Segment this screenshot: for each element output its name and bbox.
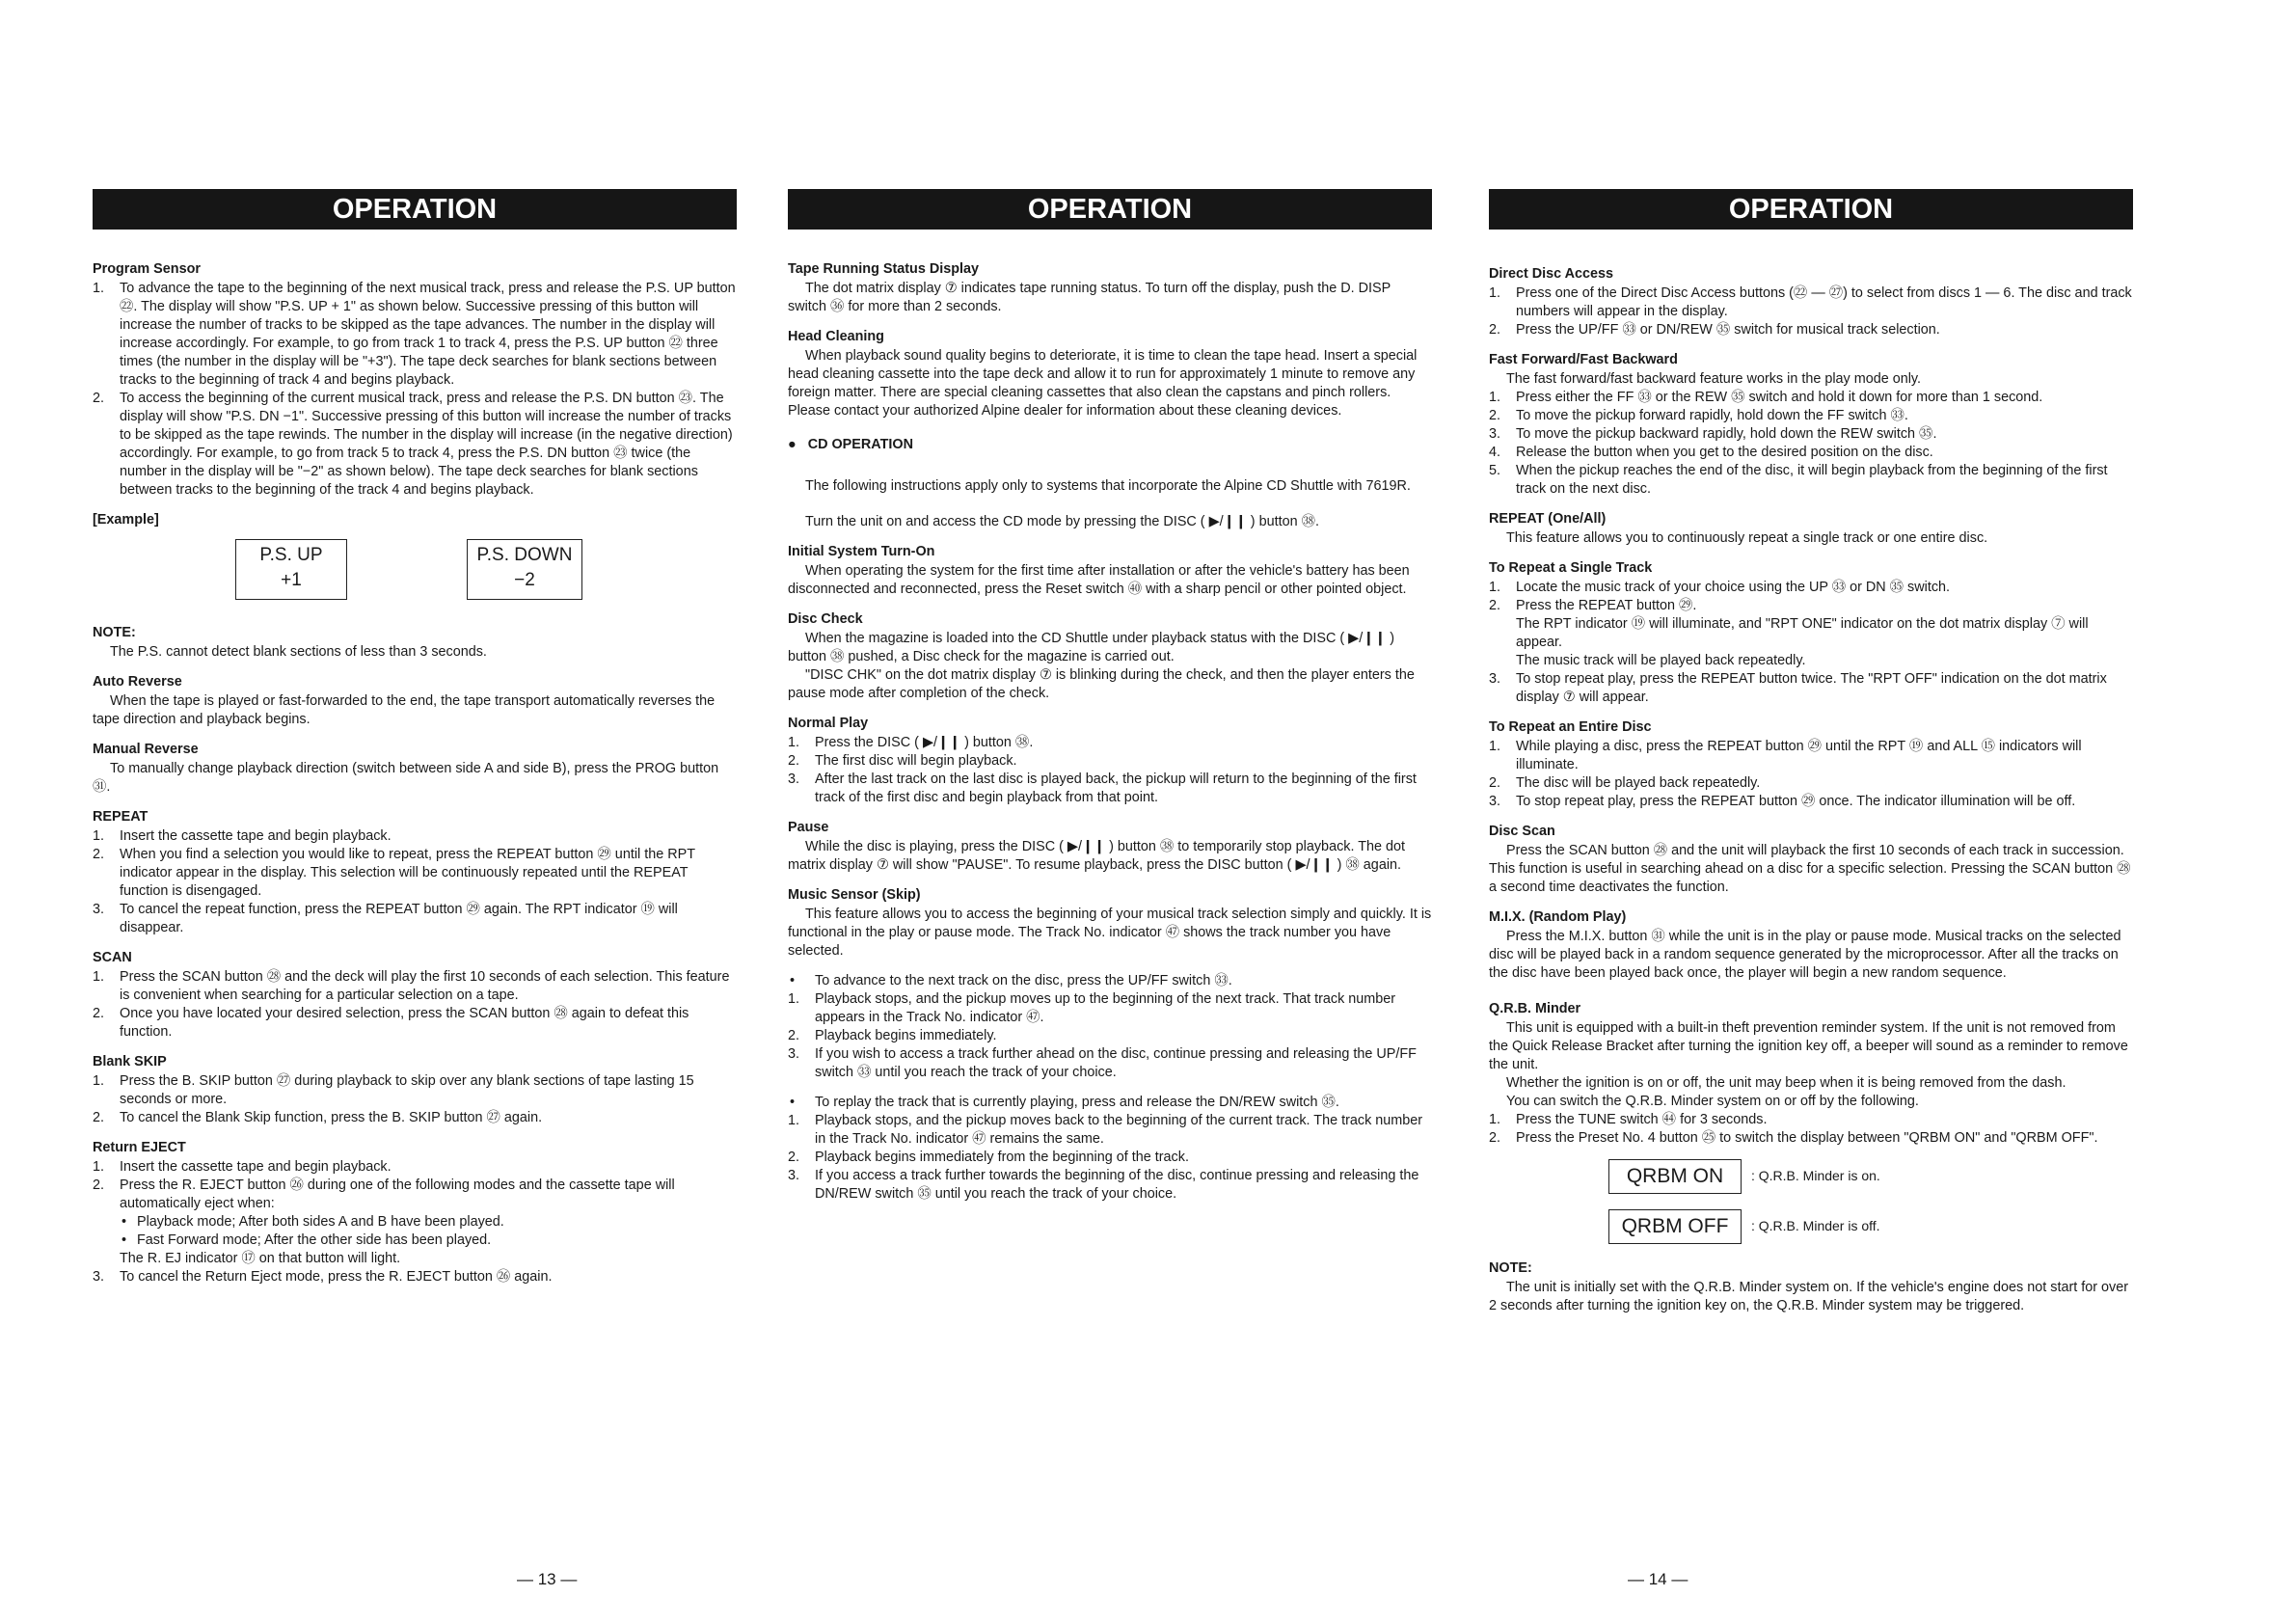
pause-section xyxy=(788,819,1432,875)
head-cleaning-text: When playback sound quality begins to deteriorate, it is time to clean the tape head. Insert a special head cleaning cassette into the tape deck and allow it to run for approximately 1 minute to remove any foreign matter. There are special cleaning cassettes that also clean the capstans and pinch rollers. Please contact your authorized Alpine dealer for information about these cleaning devices. xyxy=(788,348,1418,419)
mix-text: Press the M.I.X. button ㉛ while the unit is in the play or pause mode. Musical tracks on the selected disc will be played back in a random sequence generated by the microprocessor. After all the tracks on the disc have been played back once, the player will begin a new random sequence. xyxy=(1489,929,2121,981)
note-section xyxy=(1489,1259,2133,1315)
return-eject-section xyxy=(93,1139,737,1286)
repeat-single-indicator-note: The RPT indicator ⑲ will illuminate, and "RPT ONE" indicator on the dot matrix display ⑦ will appear. xyxy=(1516,616,2089,650)
list-item: 1. Playback stops, and the pickup moves back to the beginning of the current track. The track number in the Track No. indicator ㊼ remains the same. xyxy=(788,1113,1423,1147)
list-item: 4. Release the button when you get to the desired position on the disc. xyxy=(1489,445,1933,460)
page-number: — 14 — xyxy=(1628,1570,1688,1588)
bullet-item: • To replay the track that is currently playing, press and release the DN/REW switch ㉟. xyxy=(790,1095,1339,1110)
list-item: 2. To cancel the Blank Skip function, press the B. SKIP button ㉗ again. xyxy=(93,1110,543,1125)
list-item: 3. If you wish to access a track further ahead on the disc, continue pressing and releasing the UP/FF switch ㉝ until you reach the track of your choice. xyxy=(788,1046,1417,1080)
scan-section xyxy=(93,949,737,1042)
list-item: 3. To stop repeat play, press the REPEAT button twice. The "RPT OFF" indication on the dot matrix display ⑦ will appear. xyxy=(1489,671,2107,705)
blank-skip-section xyxy=(93,1053,737,1127)
note-title: NOTE: xyxy=(1489,1260,1532,1276)
list-item: 1. Insert the cassette tape and begin playback. xyxy=(93,1159,392,1175)
manual-reverse-section xyxy=(93,741,737,797)
list-item: 2. Playback begins immediately. xyxy=(788,1028,997,1043)
qrb-text-2: Whether the ignition is on or off, the unit may beep when it is being removed from the dash. xyxy=(1506,1075,2066,1091)
list-item: 1. Press either the FF ㉝ or the REW ㉟ switch and hold it down for more than 1 second. xyxy=(1489,390,2043,405)
list-item: 1. Press the B. SKIP button ㉗ during playback to skip over any blank sections of tape lasting 15 seconds or more. xyxy=(93,1073,694,1107)
repeat-single-playback-note: The music track will be played back repeatedly. xyxy=(1516,653,1806,668)
ff-fb-section xyxy=(1489,351,2133,499)
auto-reverse-section xyxy=(93,673,737,729)
blank-skip-title: Blank SKIP xyxy=(93,1054,167,1069)
return-eject-indicator-note: The R. EJ indicator ⑰ on that button will light. xyxy=(120,1251,401,1266)
list-item: 3. If you access a track further towards the beginning of the disc, continue pressing and releasing the DN/REW switch ㉟ until you reach the track of your choice. xyxy=(788,1168,1419,1202)
music-sensor-text: This feature allows you to access the beginning of your musical track selection simply and quickly. It is functional in the play or pause mode. The Track No. indicator ㊼ shows the track number you have selected. xyxy=(788,907,1432,959)
list-item: 3. After the last track on the last disc is played back, the pickup will return to the beginning of the first track of the first disc and begin playback from that point. xyxy=(788,771,1417,805)
note-text: The unit is initially set with the Q.R.B. Minder system on. If the vehicle's engine does not start for over 2 seconds after turning the ignition key on, the Q.R.B. Minder system may be triggered. xyxy=(1489,1280,2129,1313)
list-item: 2. The first disc will begin playback. xyxy=(788,753,1017,769)
direct-disc-title: Direct Disc Access xyxy=(1489,266,1614,282)
tape-status-section xyxy=(788,260,1432,316)
disc-check-title: Disc Check xyxy=(788,611,863,627)
cd-operation-heading: ● CD OPERATION xyxy=(788,437,913,452)
disc-scan-section xyxy=(1489,823,2133,897)
operation-header-bar xyxy=(93,189,737,230)
head-cleaning-title: Head Cleaning xyxy=(788,329,884,344)
repeat-one-all-section xyxy=(1489,510,2133,548)
list-item: 1. Press the TUNE switch ㊹ for 3 seconds. xyxy=(1489,1112,1768,1127)
cd-operation-text: The following instructions apply only to systems that incorporate the Alpine CD Shuttle with 7619R. xyxy=(805,478,1411,494)
list-item: 2. To move the pickup forward rapidly, hold down the FF switch ㉝. xyxy=(1489,408,1908,423)
qrb-text-1: This unit is equipped with a built-in theft prevention reminder system. If the unit is not removed from the Quick Release Bracket after turning the ignition key off, a beeper will sound as a reminder to remove the unit. xyxy=(1489,1020,2128,1072)
note-section xyxy=(93,624,737,662)
scan-title: SCAN xyxy=(93,950,132,965)
repeat-one-all-text: This feature allows you to continuously repeat a single track or one entire disc. xyxy=(1506,530,1988,546)
mix-section xyxy=(1489,908,2133,983)
qrbm-on-desc: : Q.R.B. Minder is on. xyxy=(1751,1168,1880,1183)
bullet-item: • Fast Forward mode; After the other side has been played. xyxy=(122,1232,492,1248)
operation-header-title: OPERATION xyxy=(1027,194,1193,225)
page-14-right-content xyxy=(1489,265,2133,1327)
page-13-content xyxy=(93,260,737,1298)
list-item: 3. To cancel the Return Eject mode, press the R. EJECT button ㉖ again. xyxy=(93,1269,553,1285)
ps-down-display-box: P.S. DOWN −2 xyxy=(467,539,582,600)
cd-operation-intro xyxy=(788,477,1432,496)
list-item: 1. While playing a disc, press the REPEAT button ㉙ until the RPT ⑲ and ALL ⑮ indicators will illuminate. xyxy=(1489,739,2082,772)
list-item: 2. Press the UP/FF ㉝ or DN/REW ㉟ switch for musical track selection. xyxy=(1489,322,1940,338)
list-item: 1. Insert the cassette tape and begin playback. xyxy=(93,828,392,844)
repeat-section xyxy=(93,808,737,937)
list-item: 1. Press the DISC ( ▶/❙❙ ) button ㊳. xyxy=(788,735,1034,750)
return-eject-title: Return EJECT xyxy=(93,1140,186,1155)
list-item: 1. To advance the tape to the beginning of the next musical track, press and release the P.S. UP button ㉒. The display will show "P.S. UP + 1" as shown below. Successive pressing of this button will increase the number of tracks to be skipped as the tape advances. The number in the display will increase accordingly. For example, to go from track 1 to track 4, press the P.S. UP button ㉒ three times (the number in the display will be "+3"). The tape deck searches for blank sections between tracks to the beginning of track 4 and begins playback. xyxy=(93,281,736,388)
list-item: 2. When you find a selection you would like to repeat, press the REPEAT button ㉙ until the RPT indicator appear in the display. This selection will be continuously repeated until the REPEAT function is disengaged. xyxy=(93,847,695,899)
mix-title: M.I.X. (Random Play) xyxy=(1489,909,1627,925)
list-item: 2. The disc will be played back repeatedly. xyxy=(1489,775,1761,791)
qrb-text-3: You can switch the Q.R.B. Minder system on or off by the following. xyxy=(1506,1094,1919,1109)
disc-scan-title: Disc Scan xyxy=(1489,824,1555,839)
list-item: 3. To stop repeat play, press the REPEAT button ㉙ once. The indicator illumination will be off. xyxy=(1489,794,2076,809)
list-item: 2. Playback begins immediately from the beginning of the track. xyxy=(788,1150,1189,1165)
page-number: — 13 — xyxy=(517,1570,578,1588)
disc-scan-text: Press the SCAN button ㉘ and the unit will playback the first 10 seconds of each track in succession. This function is useful in searching ahead on a disc for a specific selection. Pressing the SCAN button ㉘ a second time deactivates the function. xyxy=(1489,843,2131,895)
list-item: 5. When the pickup reaches the end of the disc, it will begin playback from the beginning of the first track on the next disc. xyxy=(1489,463,2108,497)
program-sensor-title: Program Sensor xyxy=(93,261,201,277)
list-item: 1. Press the SCAN button ㉘ and the deck will play the first 10 seconds of each selection. This feature is convenient when searching for a particular selection on a tape. xyxy=(93,969,730,1003)
head-cleaning-section xyxy=(788,328,1432,420)
repeat-title: REPEAT xyxy=(93,809,149,825)
disc-check-text: When the magazine is loaded into the CD Shuttle under playback status with the DISC ( ▶/❙❙ ) button ㊳ pushed, a Disc check for the magazine is carried out. xyxy=(788,631,1395,664)
bullet-icon: ● xyxy=(788,437,797,452)
repeat-one-all-title: REPEAT (One/All) xyxy=(1489,511,1607,527)
ps-up-display-box: P.S. UP +1 xyxy=(235,539,347,600)
initial-turn-on-title: Initial System Turn-On xyxy=(788,544,935,559)
list-item: 3. To cancel the repeat function, press the REPEAT button ㉙ again. The RPT indicator ⑲ will disappear. xyxy=(93,902,678,935)
direct-disc-section xyxy=(1489,265,2133,339)
pause-title: Pause xyxy=(788,820,829,835)
repeat-entire-title: To Repeat an Entire Disc xyxy=(1489,719,1652,735)
repeat-entire-section xyxy=(1489,718,2133,811)
music-sensor-section xyxy=(788,886,1432,1204)
disc-check-section xyxy=(788,610,1432,703)
disc-check-text-2: "DISC CHK" on the dot matrix display ⑦ is blinking during the check, and then the player enters the pause mode after completion of the check. xyxy=(788,667,1415,701)
ff-fb-text: The fast forward/fast backward feature works in the play mode only. xyxy=(1506,371,1922,387)
list-item: 1. Playback stops, and the pickup moves up to the beginning of the next track. That track number appears in the Track No. indicator ㊼. xyxy=(788,991,1396,1025)
example-displays xyxy=(93,539,737,616)
qrbm-off-display xyxy=(1489,1209,2133,1248)
auto-reverse-text: When the tape is played or fast-forwarded to the end, the tape transport automatically reverses the tape direction and playback begins. xyxy=(93,693,716,727)
qrb-section xyxy=(1489,1000,2133,1248)
normal-play-section xyxy=(788,715,1432,807)
list-item: 3. To move the pickup backward rapidly, hold down the REW switch ㉟. xyxy=(1489,426,1937,442)
list-item: 2. Press the Preset No. 4 button ㉕ to switch the display between "QRBM ON" and "QRBM OFF". xyxy=(1489,1130,2098,1146)
operation-header-bar xyxy=(788,189,1432,230)
qrbm-off-box: QRBM OFF xyxy=(1608,1209,1742,1244)
music-sensor-title: Music Sensor (Skip) xyxy=(788,887,921,903)
tape-status-text: The dot matrix display ⑦ indicates tape running status. To turn off the display, push the D. DISP switch ㊱ for more than 2 seconds. xyxy=(788,281,1391,314)
tape-status-title: Tape Running Status Display xyxy=(788,261,980,277)
ff-fb-title: Fast Forward/Fast Backward xyxy=(1489,352,1678,367)
pause-text: While the disc is playing, press the DISC ( ▶/❙❙ ) button ㊳ to temporarily stop playback. The dot matrix display ⑦ will show "PAUSE". To resume playback, press the DISC button ( ▶/❙❙ ) ㊳ again. xyxy=(788,839,1405,873)
qrbm-off-desc: : Q.R.B. Minder is off. xyxy=(1751,1218,1880,1233)
list-item: 1. Locate the music track of your choice using the UP ㉝ or DN ㉟ switch. xyxy=(1489,580,1951,595)
auto-reverse-title: Auto Reverse xyxy=(93,674,182,690)
page-14-left-content xyxy=(788,260,1432,1215)
operation-header-title: OPERATION xyxy=(332,194,498,225)
example-label: [Example] xyxy=(93,512,159,528)
operation-header-bar xyxy=(1489,189,2133,230)
bullet-item: • To advance to the next track on the disc, press the UP/FF switch ㉝. xyxy=(790,973,1232,988)
initial-turn-on-section xyxy=(788,543,1432,599)
list-item: 2. To access the beginning of the current musical track, press and release the P.S. DN button ㉓. The display will show "P.S. DN −1". Successive pressing of this button will increase the number of tracks to be skipped as the tape rewinds. The number in the display will increase (in the negative direction) accordingly. For example, to go from track 5 to track 4, press the P.S. DN button ㉓ twice (the number in the display will be "−2" as shown below). The tape deck searches for blank sections between tracks to the beginning of the track 4 and begins playback. xyxy=(93,391,733,498)
list-item: 2. Press the R. EJECT button ㉖ during one of the following modes and the cassette tape will automatically eject when: xyxy=(93,1177,675,1211)
list-item: 2. Once you have located your desired selection, press the SCAN button ㉘ again to defeat this function. xyxy=(93,1006,689,1040)
note-title: NOTE: xyxy=(93,625,136,640)
note-text: The P.S. cannot detect blank sections of less than 3 seconds. xyxy=(110,644,487,660)
program-sensor-section xyxy=(93,260,737,500)
cd-operation-turn-on-text: Turn the unit on and access the CD mode by pressing the DISC ( ▶/❙❙ ) button ㊳. xyxy=(805,514,1319,529)
list-item: 1. Press one of the Direct Disc Access buttons (㉒ — ㉗) to select from discs 1 — 6. The disc and track numbers will appear in the display. xyxy=(1489,285,2132,319)
qrbm-on-box: QRBM ON xyxy=(1608,1159,1742,1194)
list-item: 2. Press the REPEAT button ㉙. xyxy=(1489,598,1697,613)
normal-play-title: Normal Play xyxy=(788,716,869,731)
manual-reverse-text: To manually change playback direction (switch between side A and side B), press the PROG button ㉛. xyxy=(93,761,719,795)
qrb-title: Q.R.B. Minder xyxy=(1489,1001,1581,1016)
initial-turn-on-text: When operating the system for the first time after installation or after the vehicle's battery has been disconnected and reconnected, press the Reset switch ㊵ with a sharp pencil or other pointed object. xyxy=(788,563,1410,597)
repeat-single-section xyxy=(1489,559,2133,707)
cd-operation-turn-on xyxy=(788,513,1432,531)
qrbm-on-display xyxy=(1489,1159,2133,1198)
operation-header-title: OPERATION xyxy=(1728,194,1894,225)
manual-reverse-title: Manual Reverse xyxy=(93,742,199,757)
repeat-single-title: To Repeat a Single Track xyxy=(1489,560,1653,576)
bullet-item: • Playback mode; After both sides A and B have been played. xyxy=(122,1214,504,1230)
